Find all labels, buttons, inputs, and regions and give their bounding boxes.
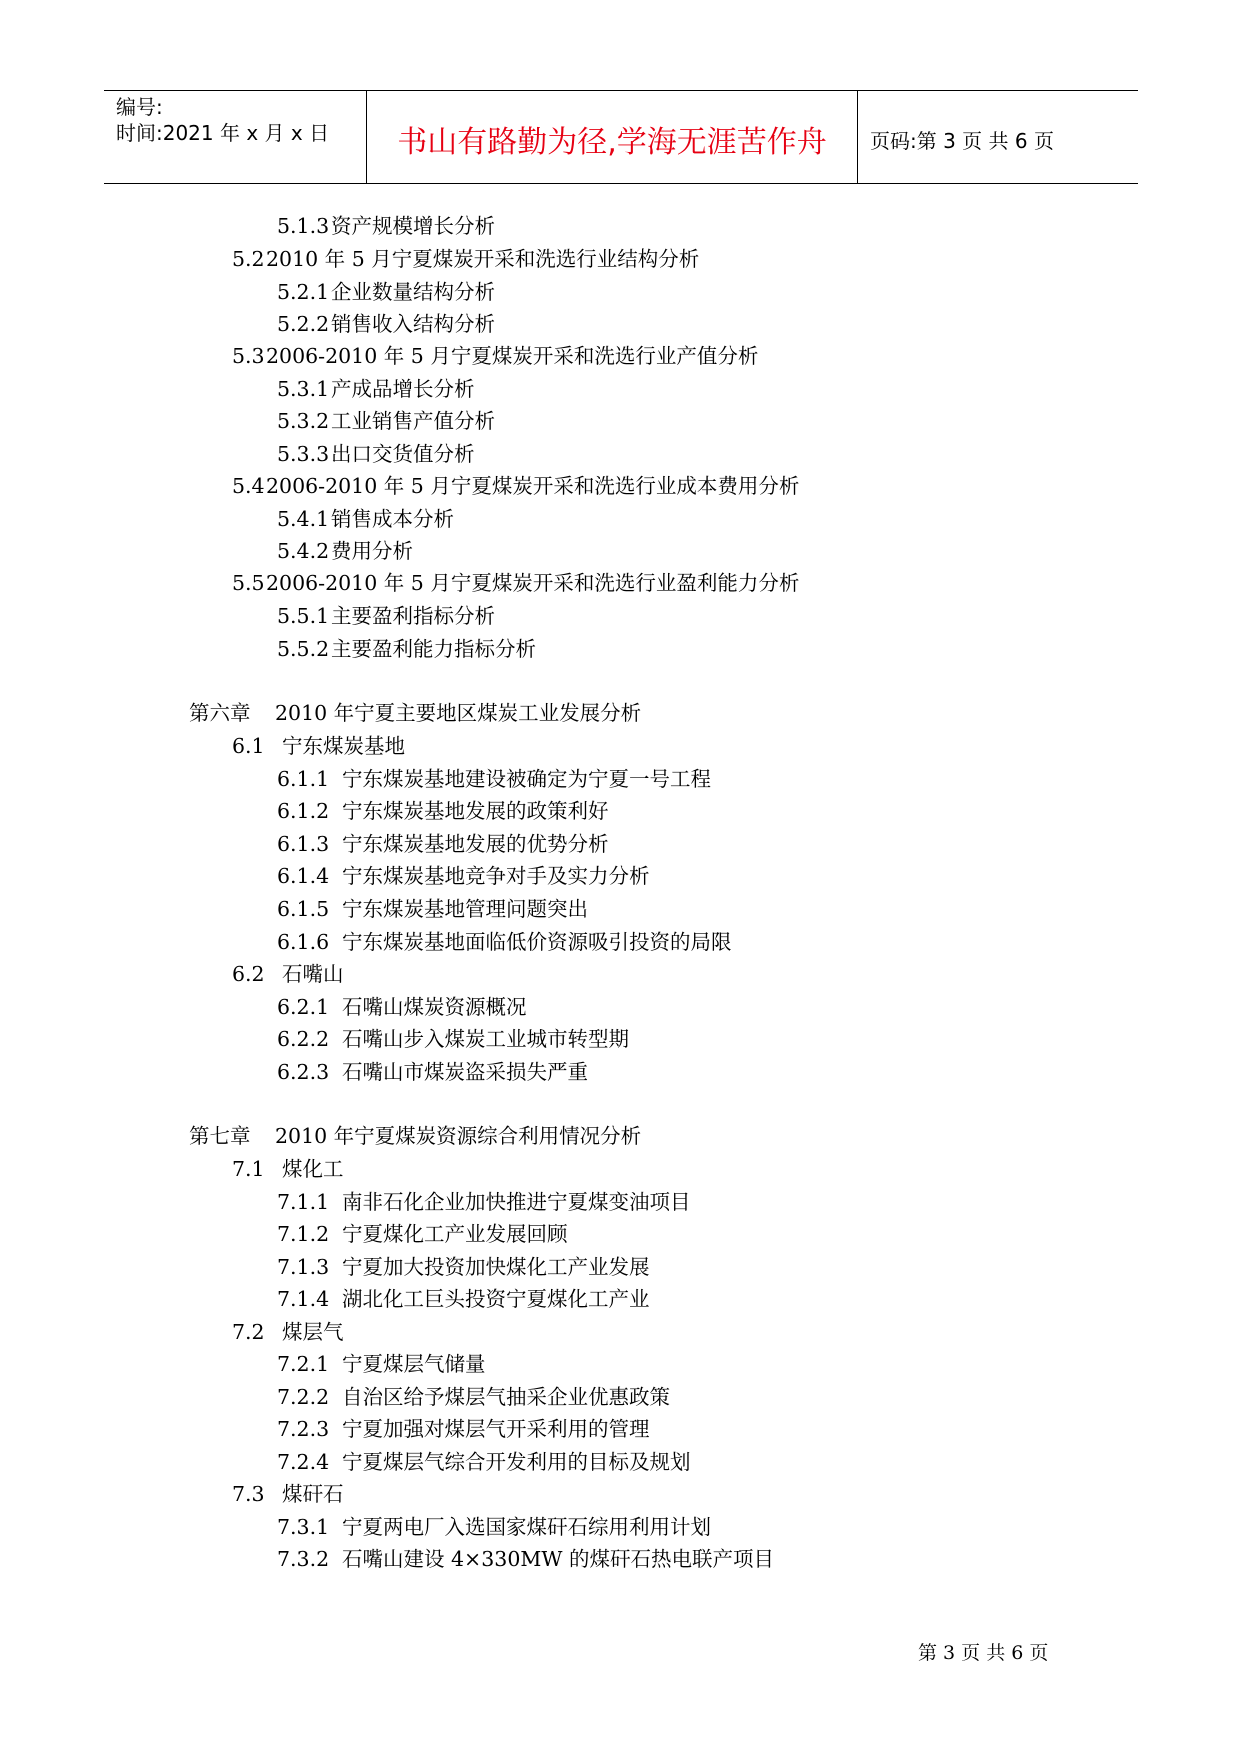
toc-entry-number: 5.2.1 [277,280,330,304]
header-motto: 书山有路勤为径,学海无涯苦作舟 [397,125,827,160]
toc-entry-number: 7.2.3 [277,1417,330,1441]
toc-entry [277,798,609,824]
toc-entry-number: 7.2.4 [277,1450,330,1474]
toc-entry-number: 5.2 [232,247,265,271]
toc-entry-number: 6.1.2 [277,799,330,823]
toc-entry-title: 销售成本分析 [331,507,454,531]
toc-entry-title: 宁东煤炭基地竞争对手及实力分析 [342,864,650,888]
toc-entry-title: 2006-2010 年 5 月宁夏煤炭开采和洗选行业产值分析 [266,344,759,368]
toc-entry [277,1514,711,1540]
toc-entry-title: 2006-2010 年 5 月宁夏煤炭开采和洗选行业盈利能力分析 [266,571,800,595]
toc-entry-number: 7.2 [232,1320,265,1344]
toc-entry [277,1026,629,1052]
toc-entry-number: 6.1.3 [277,832,330,856]
toc-entry [277,538,413,564]
toc-entry-title: 宁东煤炭基地建设被确定为宁夏一号工程 [342,767,711,791]
toc-chapter [189,700,641,726]
toc-entry-number: 5.4.1 [277,507,330,531]
toc-entry-title: 宁夏煤化工产业发展回顾 [342,1222,568,1246]
toc-entry-number: 6.1.1 [277,767,330,791]
toc-entry-number: 7.1.2 [277,1222,330,1246]
header-page-code: 页码:第 3 页 共 6 页 [870,129,1054,153]
toc-entry-number: 6.1.5 [277,897,330,921]
toc-entry-title: 石嘴山 [282,962,344,986]
toc-entry [232,570,799,596]
toc-entry [277,831,609,857]
document-time-label: 时间:2021 年 x 月 x 日 [116,121,330,145]
toc-entry [277,506,454,532]
toc-entry [232,1319,344,1345]
toc-entry-title: 自治区给予煤层气抽采企业优惠政策 [342,1385,670,1409]
toc-entry-title: 宁东煤炭基地管理问题突出 [342,897,588,921]
toc-entry-number: 5.3.1 [277,377,330,401]
toc-entry-title: 宁东煤炭基地 [282,734,405,758]
toc-entry-title: 2006-2010 年 5 月宁夏煤炭开采和洗选行业成本费用分析 [266,474,800,498]
toc-chapter-number: 第六章 [189,701,251,725]
toc-chapter-number: 第七章 [189,1124,251,1148]
toc-entry [277,1449,691,1475]
toc-entry [277,1254,650,1280]
toc-entry [277,1384,670,1410]
toc-entry-number: 5.3.3 [277,442,330,466]
toc-entry-number: 7.1.3 [277,1255,330,1279]
toc-entry-number: 6.2.3 [277,1060,330,1084]
toc-entry [277,408,495,434]
toc-entry-title: 石嘴山建设 4×330MW 的煤矸石热电联产项目 [342,1547,774,1571]
toc-entry-title: 费用分析 [331,539,413,563]
toc-entry-title: 煤矸石 [282,1482,344,1506]
toc-entry [232,1156,344,1182]
toc-entry-title: 煤层气 [282,1320,344,1344]
toc-entry-number: 5.1.3 [277,214,330,238]
toc-entry-title: 宁夏两电厂入选国家煤矸石综用利用计划 [342,1515,711,1539]
toc-entry-number: 6.2.1 [277,995,330,1019]
toc-entry-number: 6.1.4 [277,864,330,888]
toc-entry-number: 7.2.2 [277,1385,330,1409]
toc-entry [277,1546,774,1572]
toc-entry [277,896,588,922]
toc-entry [232,733,405,759]
toc-entry [277,376,475,402]
toc-entry-number: 7.1.1 [277,1190,330,1214]
toc-entry [277,929,732,955]
toc-entry [277,603,495,629]
toc-entry-title: 主要盈利能力指标分析 [331,637,536,661]
toc-entry [277,863,650,889]
toc-entry-title: 产成品增长分析 [331,377,475,401]
toc-entry-number: 6.2.2 [277,1027,330,1051]
toc-entry [277,1221,568,1247]
toc-entry [232,1481,344,1507]
toc-entry-title: 资产规模增长分析 [331,214,495,238]
toc-entry-title: 宁夏煤层气储量 [342,1352,486,1376]
toc-entry-title: 宁东煤炭基地发展的优势分析 [342,832,609,856]
toc-entry-title: 出口交货值分析 [331,442,475,466]
toc-entry-title: 宁夏加强对煤层气开采利用的管理 [342,1417,650,1441]
toc-entry-number: 6.2 [232,962,265,986]
toc-entry-title: 2010 年 5 月宁夏煤炭开采和洗选行业结构分析 [266,247,700,271]
toc-entry-title: 石嘴山步入煤炭工业城市转型期 [342,1027,629,1051]
toc-entry [277,441,475,467]
toc-entry-number: 7.3 [232,1482,265,1506]
toc-chapter [189,1123,641,1149]
toc-entry-number: 7.3.2 [277,1547,330,1571]
toc-entry-title: 宁东煤炭基地面临低价资源吸引投资的局限 [342,930,732,954]
toc-entry [277,994,527,1020]
toc-entry-title: 宁东煤炭基地发展的政策利好 [342,799,609,823]
toc-entry-title: 南非石化企业加快推进宁夏煤变油项目 [342,1190,691,1214]
toc-entry [277,1059,588,1085]
toc-entry-title: 石嘴山市煤炭盗采损失严重 [342,1060,588,1084]
toc-entry [277,279,495,305]
toc-entry [277,766,711,792]
toc-entry-number: 5.4 [232,474,265,498]
toc-entry-number: 5.5.1 [277,604,330,628]
toc-entry-title: 主要盈利指标分析 [331,604,495,628]
toc-entry [232,246,699,272]
toc-entry-number: 5.3 [232,344,265,368]
toc-chapter-title: 2010 年宁夏主要地区煤炭工业发展分析 [275,701,642,725]
toc-entry [277,1189,691,1215]
toc-entry-title: 宁夏加大投资加快煤化工产业发展 [342,1255,650,1279]
toc-entry [277,213,495,239]
toc-entry [232,961,344,987]
toc-entry [277,1416,650,1442]
toc-chapter-title: 2010 年宁夏煤炭资源综合利用情况分析 [275,1124,642,1148]
toc-entry-number: 5.4.2 [277,539,330,563]
toc-entry [277,636,536,662]
toc-entry-number: 5.5 [232,571,265,595]
toc-entry-title: 销售收入结构分析 [331,312,495,336]
toc-entry [277,311,495,337]
toc-entry [277,1286,650,1312]
toc-entry-number: 5.5.2 [277,637,330,661]
toc-entry-title: 企业数量结构分析 [331,280,495,304]
toc-entry-number: 7.2.1 [277,1352,330,1376]
toc-entry-title: 煤化工 [282,1157,344,1181]
toc-entry-number: 5.3.2 [277,409,330,433]
toc-entry [232,473,799,499]
toc-entry-number: 7.3.1 [277,1515,330,1539]
toc-entry-number: 6.1 [232,734,265,758]
toc-entry-number: 7.1 [232,1157,265,1181]
document-number-label: 编号: [116,95,163,119]
toc-entry-title: 工业销售产值分析 [331,409,495,433]
toc-entry-title: 宁夏煤层气综合开发利用的目标及规划 [342,1450,691,1474]
toc-entry-title: 石嘴山煤炭资源概况 [342,995,527,1019]
toc-entry-number: 7.1.4 [277,1287,330,1311]
toc-entry [232,343,758,369]
page-footer: 第 3 页 共 6 页 [918,1642,1049,1664]
toc-entry-number: 5.2.2 [277,312,330,336]
toc-entry-title: 湖北化工巨头投资宁夏煤化工产业 [342,1287,650,1311]
toc-entry-number: 6.1.6 [277,930,330,954]
toc-entry [277,1351,486,1377]
